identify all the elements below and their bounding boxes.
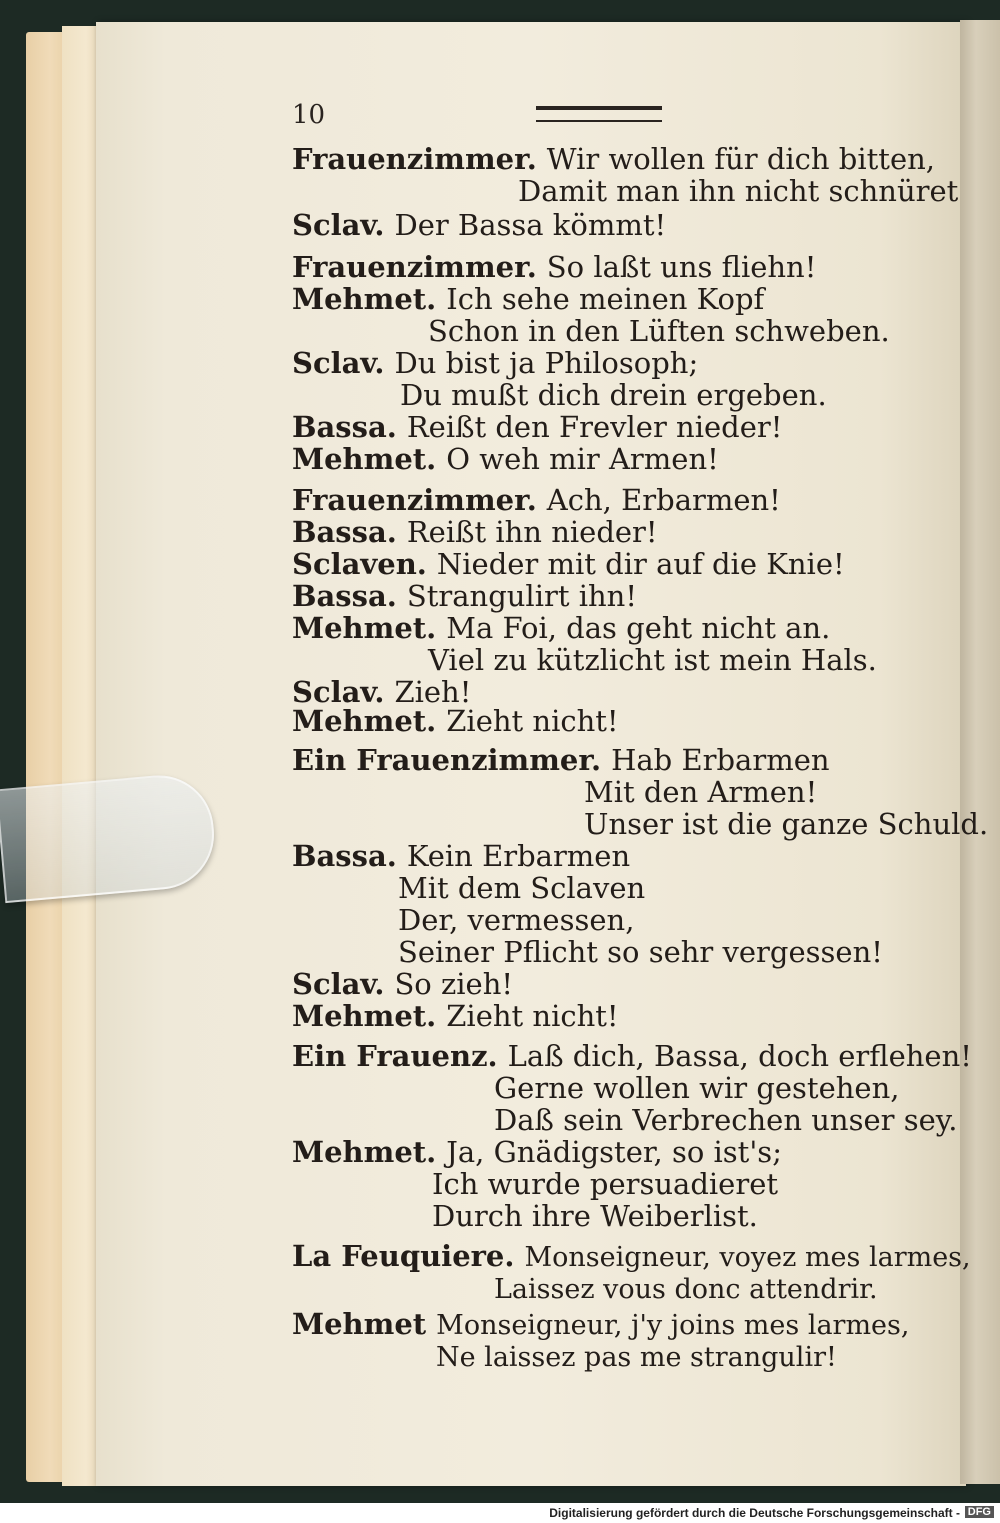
- verse: Seiner Pflicht so sehr vergessen!: [398, 935, 883, 969]
- speaker: Mehmet.: [292, 704, 437, 738]
- verse: O weh mir Armen!: [446, 442, 719, 476]
- verse: Schon in den Lüften schweben.: [428, 314, 890, 348]
- line: [292, 1240, 971, 1274]
- line: [398, 872, 645, 904]
- verse: Ma Foi, das geht nicht an.: [446, 611, 831, 645]
- speaker: Sclav.: [292, 208, 385, 242]
- verse: Wir wollen für dich bitten,: [546, 142, 936, 176]
- verse: Monseigneur, voyez mes larmes,: [524, 1242, 971, 1273]
- speaker: Sclav.: [292, 675, 385, 709]
- verse: Laß dich, Bassa, doch erflehen!: [507, 1039, 972, 1073]
- line: [292, 744, 830, 776]
- speaker: Mehmet.: [292, 442, 437, 476]
- speaker: Frauenzimmer.: [292, 483, 537, 517]
- line: [398, 936, 883, 968]
- speaker: Frauenzimmer.: [292, 142, 537, 176]
- line: [518, 175, 958, 207]
- line: [292, 283, 764, 315]
- verse: Laissez vous donc attendrir.: [494, 1274, 878, 1305]
- line: [292, 612, 830, 644]
- verse: Mit dem Sclaven: [398, 871, 646, 905]
- verse: Der Bassa kömmt!: [394, 208, 667, 242]
- line: [292, 209, 666, 241]
- line: [432, 1200, 758, 1232]
- footer-credit: Digitalisierung gefördert durch die Deutsche Forschungsgemeinschaft -: [549, 1506, 960, 1520]
- line: [292, 1308, 909, 1342]
- verse: Zieh!: [394, 675, 472, 709]
- speaker: Ein Frauenz.: [292, 1039, 498, 1073]
- line: [292, 580, 637, 612]
- line: [584, 808, 988, 840]
- line: [292, 443, 719, 475]
- line: [428, 644, 877, 676]
- verse: Reißt ihn nieder!: [406, 515, 658, 549]
- line: [400, 379, 827, 411]
- speaker: Bassa.: [292, 579, 397, 613]
- verse: Durch ihre Weiberlist.: [432, 1199, 758, 1233]
- verse: So laßt uns fliehn!: [546, 250, 817, 284]
- line: [292, 251, 816, 283]
- page-number: 10: [292, 100, 326, 130]
- verse: Gerne wollen wir gestehen,: [494, 1071, 900, 1105]
- verse: Unser ist die ganze Schuld.: [584, 807, 989, 841]
- line: [292, 1000, 619, 1032]
- verse: Kein Erbarmen: [406, 839, 631, 873]
- verse: So zieh!: [394, 967, 514, 1001]
- speaker: Frauenzimmer.: [292, 250, 537, 284]
- verse: Daß sein Verbrechen unser sey.: [494, 1103, 958, 1137]
- verse: Nieder mit dir auf die Knie!: [436, 547, 845, 581]
- verse: Der, vermessen,: [398, 903, 635, 937]
- verse: Ich sehe meinen Kopf: [446, 282, 765, 316]
- verse: Du mußt dich drein ergeben.: [400, 378, 827, 412]
- verse: Zieht nicht!: [446, 999, 619, 1033]
- speaker: Mehmet.: [292, 282, 437, 316]
- speaker: Mehmet.: [292, 999, 437, 1033]
- verse: Zieht nicht!: [446, 704, 619, 738]
- verse: Mit den Armen!: [584, 775, 818, 809]
- line: [292, 968, 513, 1000]
- line: [292, 1040, 972, 1072]
- line: [494, 1272, 878, 1306]
- speaker: Bassa.: [292, 515, 397, 549]
- line: [428, 315, 890, 347]
- line: [292, 516, 658, 548]
- verse: Strangulirt ihn!: [406, 579, 638, 613]
- speaker: Mehmet: [292, 1307, 427, 1341]
- line: [494, 1072, 899, 1104]
- line: [292, 548, 845, 580]
- verse: Ich wurde persuadieret: [432, 1167, 779, 1201]
- verse: Reißt den Frevler nieder!: [406, 410, 783, 444]
- line: [292, 705, 619, 737]
- footer-bar: [0, 1503, 1000, 1523]
- line: [292, 1136, 782, 1168]
- verse: Monseigneur, j'y joins mes larmes,: [436, 1310, 910, 1341]
- speaker: La Feuquiere.: [292, 1239, 515, 1273]
- verse: Ja, Gnädigster, so ist's;: [446, 1135, 782, 1169]
- speaker: Mehmet.: [292, 1135, 437, 1169]
- line: [398, 904, 634, 936]
- speaker: Mehmet.: [292, 611, 437, 645]
- speaker: Sclav.: [292, 967, 385, 1001]
- line: [292, 840, 630, 872]
- line: [494, 1104, 958, 1136]
- line: [292, 484, 781, 516]
- speaker: Sclav.: [292, 346, 385, 380]
- line: [292, 143, 935, 175]
- speaker: Bassa.: [292, 839, 397, 873]
- speaker: Ein Frauenzimmer.: [292, 743, 602, 777]
- line: [436, 1340, 837, 1374]
- line: [584, 776, 817, 808]
- speaker: Sclaven.: [292, 547, 427, 581]
- dfg-logo: DFG: [965, 1506, 994, 1518]
- line: [292, 347, 698, 379]
- verse: Ne laissez pas me strangulir!: [436, 1342, 837, 1373]
- verse: Viel zu kützlicht ist mein Hals.: [428, 643, 877, 677]
- verse: Ach, Erbarmen!: [546, 483, 781, 517]
- verse: Du bist ja Philosoph;: [394, 346, 699, 380]
- line: [432, 1168, 778, 1200]
- verse: Hab Erbarmen: [611, 743, 830, 777]
- speaker: Bassa.: [292, 410, 397, 444]
- verse: Damit man ihn nicht schnüret: [518, 174, 959, 208]
- line: [292, 411, 782, 443]
